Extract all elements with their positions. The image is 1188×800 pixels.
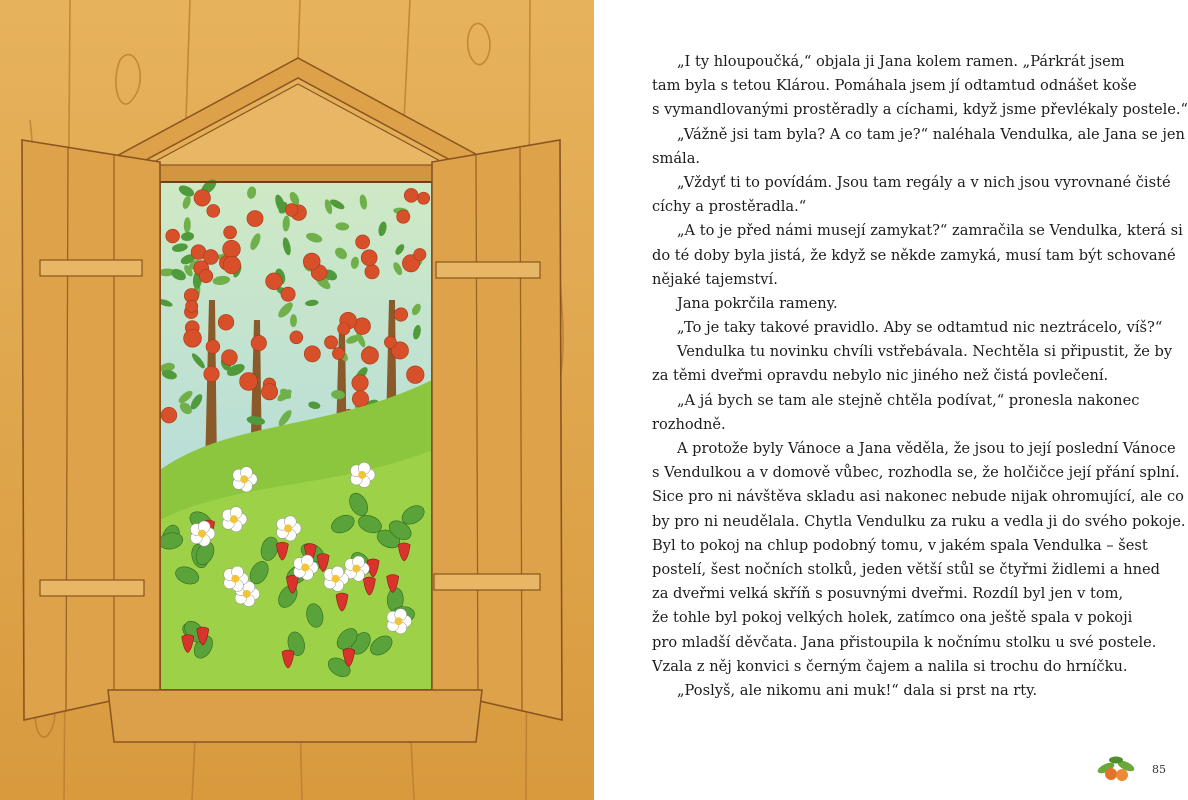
apple: [303, 253, 320, 270]
apple: [404, 188, 418, 202]
apple: [414, 248, 426, 260]
apple: [199, 269, 213, 283]
apple: [266, 273, 283, 290]
apple: [384, 336, 396, 348]
apple: [285, 204, 298, 217]
left-shutter: [22, 140, 160, 720]
apple: [365, 265, 379, 279]
text-line: Jana pokrčila rameny.: [677, 294, 838, 312]
apple: [166, 229, 180, 243]
apple: [352, 391, 368, 407]
text-line: smála.: [652, 149, 701, 167]
apple: [207, 204, 220, 217]
text-line: „Vážně jsi tam byla? A co tam je?“ naléhala Vendulka, ale Jana se jen: [677, 125, 1185, 143]
apple: [261, 384, 277, 400]
apple: [206, 340, 220, 354]
apple: [184, 329, 202, 347]
story-text: [652, 50, 1188, 703]
apple: [324, 336, 337, 349]
text-line: tam byla s tetou Klárou. Pomáhala jsem jí odtamtud odnášet koše: [652, 77, 1137, 95]
text-line: nějaké tajemství.: [652, 270, 778, 288]
window-view: [157, 177, 432, 690]
apple: [223, 240, 241, 258]
text-line: by pro ni neudělala. Chytla Vendulku za ruku a vedla ji do svého pokoje.: [652, 512, 1186, 530]
text-page: [594, 0, 1188, 800]
text-line: s Vendulkou a v domově vůbec, rozhodla se, že holčičce její přání splní.: [652, 464, 1180, 482]
apple: [223, 256, 241, 274]
apple: [161, 407, 177, 423]
apple: [251, 335, 266, 350]
orange-branch-icon: [1096, 754, 1136, 786]
apple: [356, 235, 370, 249]
text-line: že tohle byl pokoj velkých holek, zatímco ona ještě spala v pokoji: [652, 609, 1133, 627]
apple: [332, 347, 344, 359]
apple: [222, 350, 238, 366]
text-line: pro mladší děvčata. Jana přistoupila k nočnímu stolku u své postele.: [652, 633, 1157, 651]
apple: [361, 250, 377, 266]
apple: [218, 314, 234, 330]
apple: [240, 373, 258, 391]
text-line: postelí, šest nočních stolků, jeden větší stůl se čtyřmi židlemi a hned: [652, 560, 1161, 578]
apple: [224, 226, 237, 239]
apple: [338, 323, 350, 335]
right-shutter: [432, 140, 562, 720]
window-sill: [108, 690, 482, 742]
apple: [247, 211, 263, 227]
apple: [204, 366, 219, 381]
apple: [290, 331, 303, 344]
page-number: 85: [1152, 763, 1166, 776]
text-line: „I ty hloupoučká,“ objala ji Jana kolem ramen. „Párkrát jsem: [677, 53, 1125, 70]
apple: [194, 190, 210, 206]
text-line: „To je taky takové pravidlo. Aby se odtamtud nic neztrácelo, víš?“: [677, 319, 1163, 337]
text-line: za těmi dveřmi opravdu nebylo nic jiného než čistá povlečení.: [652, 367, 1109, 385]
text-line: za dveřmi velká skříň s posuvnými dveřmi. Rozdíl byl jen v tom,: [652, 585, 1124, 603]
apple: [281, 287, 295, 301]
text-line: Vendulka tu novinku chvíli vstřebávala. Nechtěla si připustit, že by: [677, 343, 1173, 361]
text-line: „Poslyš, ale nikomu ani muk!“ dala si prst na rty.: [677, 681, 1038, 699]
text-line: A protože byly Vánoce a Jana věděla, že jsou to její poslední Vánoce: [677, 440, 1176, 457]
text-line: s vymandlovanými prostěradly a cíchami, když jsme převlékaly postele.“: [652, 101, 1188, 119]
text-line: Byl to pokoj na chlup podobný tomu, v jakém spala Vendulka – šest: [652, 536, 1148, 554]
text-line: rozhodně.: [652, 415, 726, 433]
apple: [304, 346, 320, 362]
apple: [352, 375, 368, 391]
text-line: cíchy a prostěradla.“: [652, 198, 807, 216]
apple: [361, 347, 378, 364]
apple: [203, 250, 218, 265]
apple: [186, 300, 198, 312]
text-line: „A já bych se tam ale stejně chtěla podívat,“ pronesla nakonec: [677, 391, 1140, 409]
text-line: Vzala z něj konvici s černým čajem a nalila si trochu do hrníčku.: [652, 657, 1128, 675]
text-line: „A to je před námi musejí zamykat?“ zamračila se Vendulka, která si: [677, 222, 1183, 240]
text-line: do té doby byla jistá, že když se někde zamyká, musí tam být schované: [652, 246, 1176, 264]
text-line: Sice pro ni návštěva skladu asi nakonec nebude nijak ohromující, ale co: [652, 488, 1184, 506]
apple: [406, 366, 424, 384]
apple: [418, 192, 430, 204]
text-line: „Vždyť ti to povídám. Jsou tam regály a v nich jsou vyrovnané čisté: [677, 173, 1171, 191]
apple: [394, 308, 407, 321]
apple: [397, 210, 410, 223]
